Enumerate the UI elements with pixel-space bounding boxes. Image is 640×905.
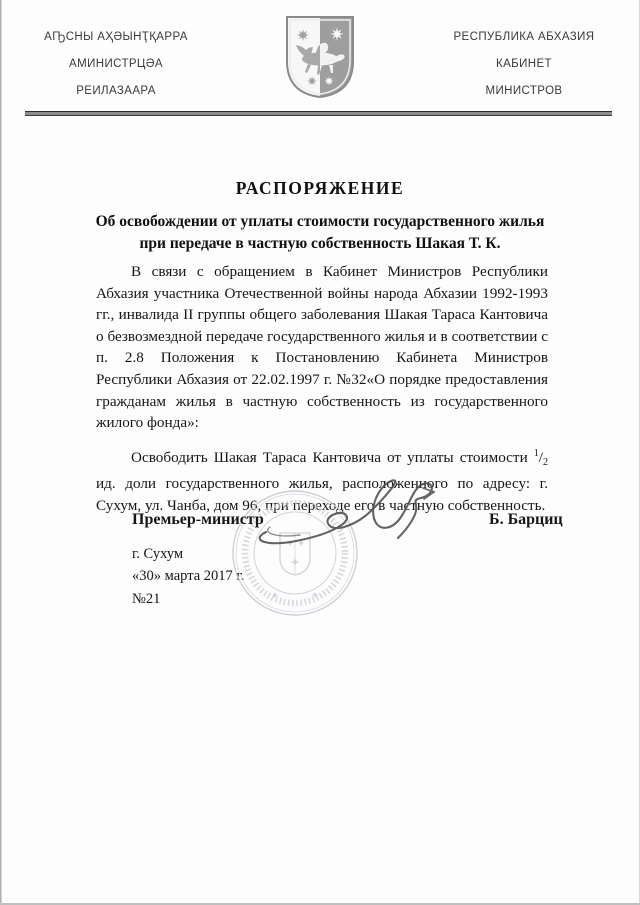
- document-place: г. Сухум: [132, 546, 184, 562]
- letterhead-abkhaz-line3: РЕИЛАЗААРА: [76, 85, 156, 97]
- handwritten-signature: [252, 478, 452, 558]
- document-number: №21: [132, 591, 161, 607]
- document-subject: Об освобождении от уплаты стоимости государственного жилья при передаче в частную собственность Шакая Т. К.: [95, 213, 545, 252]
- letterhead-abkhaz-line2: АМИНИСТРЦӘА: [69, 58, 163, 70]
- body-paragraph-1: В связи с обращением в Кабинет Министров Республики Абхазия участника Отечественной войны народа Абхазии 1992-1993 гг., инвалида II группы общего заболевания Шакая Тараса Кантовича о безвозмездной передаче государственного жилья и в соответствии с п. 2.8 Положения к Постановлению Кабинета Министров Республики Абхазия от 22.02.1997 г. №32«О порядке предоставления гражданам жилья в частную собственность из государственного жилого фонда»:: [96, 263, 548, 432]
- document-title: РАСПОРЯЖЕНИЕ: [235, 178, 405, 198]
- fraction-denominator: 2: [543, 456, 549, 468]
- signer-role: Премьер-министр: [132, 511, 264, 528]
- letterhead-russian-line3: МИНИСТРОВ: [485, 85, 563, 97]
- paragraph2-text-before: Освободить Шакая Тараса Кантовича от уплаты стоимости: [131, 448, 528, 466]
- fraction-numerator: 1: [533, 447, 539, 459]
- letterhead-divider: [25, 111, 612, 116]
- letterhead-russian: [436, 24, 612, 105]
- letterhead-russian-line1: РЕСПУБЛИКА АБХАЗИЯ: [453, 31, 595, 43]
- signer-name: Б. Барциц: [489, 511, 563, 528]
- one-half-fraction: [534, 449, 548, 466]
- letterhead-russian-line2: КАБИНЕТ: [496, 58, 552, 70]
- document-date: «30» марта 2017 г.: [132, 568, 245, 584]
- letterhead-abkhaz-line1: АҦСНЫ АҲӘЫНҬҚАРРА: [44, 31, 188, 43]
- paragraph2-text-after: ид. доли государственного жилья, расположенного по адресу: г. Сухум, ул. Чанба, дом 96, при переходе его в частную собственность.: [96, 475, 548, 514]
- coat-of-arms-icon: [283, 15, 357, 100]
- scan-edge-left: [0, 0, 2, 905]
- letterhead-abkhaz: [28, 24, 204, 105]
- fraction-slash: /: [538, 448, 544, 466]
